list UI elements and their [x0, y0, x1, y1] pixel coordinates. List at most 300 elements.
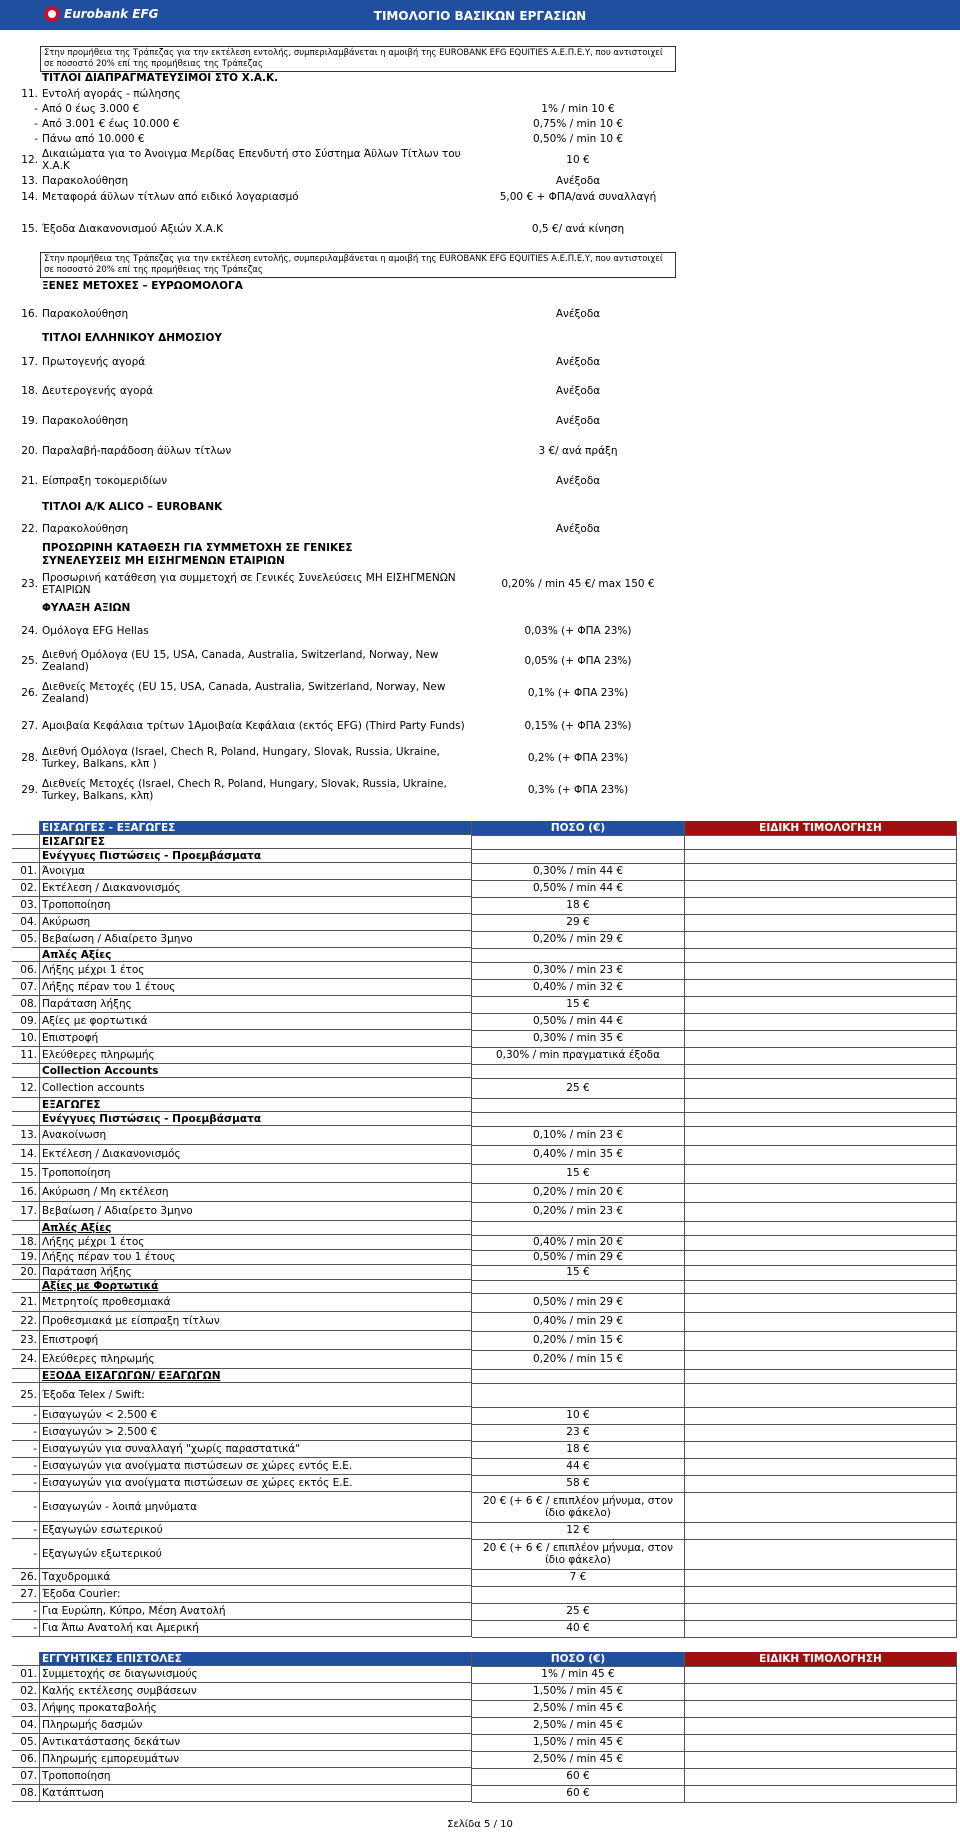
row-value: 0,40% / min 35 € — [472, 1145, 685, 1165]
row-number: 04. — [12, 1717, 40, 1734]
special-pricing-cell — [685, 1064, 957, 1079]
row-number: 24. — [12, 1350, 40, 1369]
row-description: Λήψης προκαταβολής — [40, 1700, 472, 1717]
row-number: 15. — [21, 223, 38, 235]
row-description: Λήξης πέραν του 1 έτους — [40, 1250, 472, 1265]
table-row — [12, 1250, 957, 1265]
row-number: 12. — [12, 1078, 40, 1098]
row-value: 20 € (+ 6 € / επιπλέον μήνυμα, στον ίδιο φάκελο) — [472, 1492, 685, 1523]
row-description: Τροποποίηση — [40, 897, 472, 914]
row-description: Ταχυδρομικά — [40, 1569, 472, 1586]
row-description: Εξαγωγών εσωτερικού — [40, 1522, 472, 1539]
special-pricing-cell — [685, 1145, 957, 1165]
row-value: 0,03% (+ ΦΠΑ 23%) — [524, 625, 632, 637]
row-description: Για Άπω Ανατολή και Αμερική — [40, 1620, 472, 1637]
table-subheader — [12, 1221, 957, 1235]
row-number: 02. — [12, 880, 40, 897]
row-value: 40 € — [472, 1620, 685, 1638]
special-pricing-cell — [685, 1539, 957, 1570]
fee-row — [12, 570, 957, 598]
table-subheader — [12, 1369, 957, 1383]
row-description: Εισαγωγών για ανοίγματα πιστώσεων σε χώρες εντός Ε.Ε. — [40, 1458, 472, 1475]
row-number: 04. — [12, 914, 40, 931]
table-row — [12, 1768, 957, 1785]
row-description: Αμοιβαία Κεφάλαια τρίτων 1Αμοιβαία Κεφάλαια (εκτός EFG) (Third Party Funds) — [42, 720, 465, 732]
table-row — [12, 1603, 957, 1620]
row-value: 0,20% / min 45 €/ max 150 € — [501, 578, 655, 590]
row-number: 16. — [12, 1183, 40, 1202]
row-value — [472, 1098, 685, 1113]
row-value: 0,50% / min 29 € — [472, 1293, 685, 1313]
fee-row — [12, 101, 957, 117]
special-pricing-cell — [685, 849, 957, 864]
special-pricing-cell — [685, 835, 957, 850]
row-description: Αξίες με φορτωτικά — [40, 1013, 472, 1030]
special-pricing-cell — [685, 1586, 957, 1604]
table-subheader — [12, 1098, 957, 1112]
row-value: Ανέξοδα — [555, 356, 601, 368]
table-subheader — [12, 849, 957, 863]
row-number: 17. — [21, 356, 38, 368]
row-number: 28. — [21, 752, 38, 764]
row-value: 0,20% / min 23 € — [472, 1202, 685, 1222]
special-pricing-cell — [685, 1734, 957, 1752]
row-value: 25 € — [472, 1078, 685, 1099]
table-row — [12, 1350, 957, 1369]
row-description: Εισαγωγών < 2.500 € — [40, 1407, 472, 1424]
special-pricing-cell: ΕΙΔΙΚΗ ΤΙΜΟΛΟΓΗΣΗ — [685, 821, 957, 836]
row-number — [12, 948, 40, 962]
row-value: 10 € — [566, 154, 590, 166]
row-number: 20. — [21, 445, 38, 457]
table-subheader — [12, 1279, 957, 1293]
table-row — [12, 1717, 957, 1734]
row-value: 10 € — [472, 1407, 685, 1425]
row-value: 0,30% / min 35 € — [472, 1030, 685, 1048]
row-number: - — [12, 1620, 40, 1637]
fee-row — [12, 131, 957, 147]
table-row — [12, 1145, 957, 1164]
row-description: Καλής εκτέλεσης συμβάσεων — [40, 1683, 472, 1700]
row-description: Απλές Αξίες — [40, 1221, 472, 1235]
special-pricing-cell — [685, 1620, 957, 1638]
row-number — [12, 1221, 40, 1235]
fee-row — [12, 744, 957, 772]
table-subheader — [12, 1064, 957, 1078]
special-pricing-cell — [685, 1030, 957, 1048]
row-description: Παραλαβή-παράδοση άϋλων τίτλων — [42, 445, 232, 457]
row-number: 11. — [21, 88, 38, 100]
row-value: 0,20% / min 15 € — [472, 1331, 685, 1351]
row-description: Άνοιγμα — [40, 863, 472, 880]
table-row — [12, 1458, 957, 1475]
row-number: 18. — [12, 1235, 40, 1250]
special-pricing-cell — [685, 1013, 957, 1031]
special-pricing-cell — [685, 1235, 957, 1251]
row-number: 21. — [21, 475, 38, 487]
table-row — [12, 1475, 957, 1492]
row-value — [472, 1112, 685, 1127]
row-value: 1% / min 10 € — [541, 103, 615, 115]
section-header-guarantees — [12, 1652, 957, 1666]
row-description: ΕΓΓΥΗΤΙΚΕΣ ΕΠΙΣΤΟΛΕΣ — [40, 1652, 472, 1666]
row-description: Πρωτογενής αγορά — [42, 356, 146, 368]
row-value: 0,20% / min 29 € — [472, 931, 685, 949]
row-description: Παρακολούθηση — [42, 415, 129, 427]
fee-row — [12, 116, 957, 132]
row-description: Παράταση λήξης — [40, 996, 472, 1013]
row-value — [472, 1064, 685, 1079]
page-header — [0, 0, 960, 30]
row-number: 23. — [12, 1331, 40, 1350]
row-description: Δικαιώματα για το Άνοιγμα Μερίδας Επενδυτή στο Σύστημα Άϋλων Τίτλων του Χ.Α.Κ — [42, 148, 461, 172]
row-value: 2,50% / min 45 € — [472, 1717, 685, 1735]
row-description: Τροποποίηση — [40, 1164, 472, 1183]
row-number: 13. — [12, 1126, 40, 1145]
row-number: 23. — [21, 578, 38, 590]
row-description: Εντολή αγοράς - πώλησης — [42, 88, 181, 100]
row-description: Λήξης μέχρι 1 έτος — [40, 962, 472, 979]
table-row — [12, 914, 957, 931]
row-number: 26. — [21, 687, 38, 699]
row-description: ΕΞΟΔΑ ΕΙΣΑΓΩΓΩΝ/ ΕΞΑΓΩΓΩΝ — [40, 1369, 472, 1383]
row-description: Πληρωμής δασμών — [40, 1717, 472, 1734]
row-description: Παράταση λήξης — [40, 1265, 472, 1280]
row-value: 58 € — [472, 1475, 685, 1493]
special-pricing-cell — [685, 1492, 957, 1523]
row-description: Λήξης μέχρι 1 έτος — [40, 1235, 472, 1250]
row-value — [472, 1279, 685, 1294]
special-pricing-cell — [685, 1078, 957, 1099]
row-value: Ανέξοδα — [555, 308, 601, 320]
special-pricing-cell — [685, 1458, 957, 1476]
row-description: Έξοδα Courier: — [40, 1586, 472, 1603]
table-row — [12, 1569, 957, 1586]
fee-row — [12, 147, 957, 173]
row-value: 0,20% / min 15 € — [472, 1350, 685, 1370]
row-value: 0,3% (+ ΦΠΑ 23%) — [527, 784, 629, 796]
table-row — [12, 1492, 957, 1522]
special-pricing-cell — [685, 1424, 957, 1442]
row-number — [12, 1098, 40, 1112]
section-title: ΤΙΤΛΟΙ ΔΙΑΠΡΑΓΜΑΤΕΥΣΙΜΟΙ ΣΤΟ Χ.Α.Κ. — [42, 72, 279, 84]
row-number: 03. — [12, 1700, 40, 1717]
special-pricing-cell — [685, 931, 957, 949]
row-number: 11. — [12, 1047, 40, 1064]
row-description: Εισαγωγών για ανοίγματα πιστώσεων σε χώρες εκτός Ε.Ε. — [40, 1475, 472, 1492]
row-description: Πληρωμής εμπορευμάτων — [40, 1751, 472, 1768]
table-row — [12, 1586, 957, 1603]
row-number — [12, 1064, 40, 1078]
row-value: 20 € (+ 6 € / επιπλέον μήνυμα, στον ίδιο φάκελο) — [472, 1539, 685, 1570]
row-number: - — [34, 133, 38, 145]
row-number — [12, 1112, 40, 1126]
table-row — [12, 1441, 957, 1458]
row-description: Εκτέλεση / Διακανονισμός — [40, 880, 472, 897]
row-description: Εκτέλεση / Διακανονισμός — [40, 1145, 472, 1164]
special-pricing-cell — [685, 863, 957, 881]
row-number: 19. — [21, 415, 38, 427]
row-description: Μεταφορά άϋλων τίτλων από ειδικό λογαριασμό — [42, 191, 299, 203]
fee-row — [12, 413, 957, 429]
row-value: 0,30% / min 44 € — [472, 863, 685, 881]
row-number: 21. — [12, 1293, 40, 1312]
row-value: ΠΟΣΟ (€) — [472, 1652, 685, 1667]
row-number: 07. — [12, 1768, 40, 1785]
table-row — [12, 1539, 957, 1569]
row-value: 7 € — [472, 1569, 685, 1587]
fee-row — [12, 306, 957, 322]
page-title: ΤΙΜΟΛΟΓΙΟ ΒΑΣΙΚΩΝ ΕΡΓΑΣΙΩΝ — [373, 9, 587, 23]
fee-row — [12, 712, 957, 740]
row-value: 0,40% / min 20 € — [472, 1235, 685, 1251]
row-number: - — [12, 1522, 40, 1539]
row-description: Διεθνή Ομόλογα (EU 15, USA, Canada, Australia, Switzerland, Norway, New Zealand) — [42, 649, 439, 673]
special-pricing-cell — [685, 1250, 957, 1266]
row-value: 0,05% (+ ΦΠΑ 23%) — [524, 655, 632, 667]
row-value: 0,50% / min 44 € — [472, 1013, 685, 1031]
row-value: 23 € — [472, 1424, 685, 1442]
row-value: 18 € — [472, 1441, 685, 1459]
row-description: ΕΞΑΓΩΓΕΣ — [40, 1098, 472, 1112]
row-number: 22. — [21, 523, 38, 535]
row-description: Ενέγγυες Πιστώσεις - Προεμβάσματα — [40, 849, 472, 863]
section-title: ΤΙΤΛΟΙ ΕΛΛΗΝΙΚΟΥ ΔΗΜΟΣΙΟΥ — [42, 332, 222, 344]
table-row — [12, 1183, 957, 1202]
row-number: - — [12, 1424, 40, 1441]
section-title: ΠΡΟΣΩΡΙΝΗ ΚΑΤΑΘΕΣΗ ΓΙΑ ΣΥΜΜΕΤΟΧΗ ΣΕ ΓΕΝΙΚΕΣ ΣΥΝΕΛΕΥΣΕΙΣ ΜΗ ΕΙΣΗΓΜΕΝΩΝ ΕΤΑΙΡΙΩΝ — [42, 542, 353, 567]
table-subheader — [12, 835, 957, 849]
row-description: Βεβαίωση / Αδιαίρετο 3μηνο — [40, 931, 472, 948]
row-number: - — [12, 1441, 40, 1458]
table-row — [12, 1312, 957, 1331]
row-description: Μετρητοίς προθεσμιακά — [40, 1293, 472, 1312]
special-pricing-cell — [685, 1369, 957, 1384]
row-value: 0,30% / min 23 € — [472, 962, 685, 980]
table-row — [12, 1683, 957, 1700]
row-description: Κατάπτωση — [40, 1785, 472, 1802]
row-number: - — [12, 1603, 40, 1620]
table-row — [12, 931, 957, 948]
row-number — [12, 1369, 40, 1383]
row-description: Ομόλογα EFG Hellas — [42, 625, 149, 637]
row-number: 03. — [12, 897, 40, 914]
row-value — [472, 1369, 685, 1384]
special-pricing-cell — [685, 1751, 957, 1769]
row-value: 25 € — [472, 1603, 685, 1621]
row-number: - — [12, 1458, 40, 1475]
section-title: ΦΥΛΑΞΗ ΑΞΙΩΝ — [42, 602, 131, 614]
row-number: 06. — [12, 962, 40, 979]
row-description: Έξοδα Διακανονισμού Αξιών Χ.Α.Κ — [42, 223, 223, 235]
row-description: Εισαγωγών για συναλλαγή "χωρίς παραστατικά" — [40, 1441, 472, 1458]
row-value — [472, 849, 685, 864]
row-value: 3 €/ ανά πράξη — [538, 445, 618, 457]
row-number: 22. — [12, 1312, 40, 1331]
row-value: 2,50% / min 45 € — [472, 1700, 685, 1718]
row-description: Διεθνείς Μετοχές (Israel, Chech R, Poland, Hungary, Slovak, Russia, Ukraine, Turkey, Balkans, κλπ) — [42, 778, 447, 802]
special-pricing-cell — [685, 914, 957, 932]
row-value: 5,00 € + ΦΠΑ/ανά συναλλαγή — [499, 191, 657, 203]
note-equities: Στην προμήθεια της Τράπεζας για την εκτέλεση εντολής, συμπεριλαμβάνεται η αμοιβή της EUROBANK EFG EQUITIES Α.Ε.Π.Ε.Υ, που αντιστοιχεί σε ποσοστό 20% επί της προμήθειας της Τράπεζας — [40, 46, 676, 72]
row-value: 44 € — [472, 1458, 685, 1476]
row-value: 0,10% / min 23 € — [472, 1126, 685, 1146]
row-value: 0,75% / min 10 € — [532, 118, 624, 130]
section-header-imports-exports — [12, 821, 957, 835]
fee-row — [12, 221, 957, 237]
row-value: 60 € — [472, 1768, 685, 1786]
special-pricing-cell — [685, 1112, 957, 1127]
row-number: 18. — [21, 385, 38, 397]
row-value: ΠΟΣΟ (€) — [472, 821, 685, 836]
row-description: Ακύρωση — [40, 914, 472, 931]
row-value: 0,1% (+ ΦΠΑ 23%) — [527, 687, 629, 699]
special-pricing-cell — [685, 1666, 957, 1684]
table-subheader — [12, 1112, 957, 1126]
row-value — [472, 1586, 685, 1604]
row-description: Από 3.001 € έως 10.000 € — [42, 118, 180, 130]
row-value: 1% / min 45 € — [472, 1666, 685, 1684]
fee-row — [12, 679, 957, 707]
row-description: Προθεσμιακά με είσπραξη τίτλων — [40, 1312, 472, 1331]
special-pricing-cell — [685, 1331, 957, 1351]
row-description: Για Ευρώπη, Κύπρο, Μέση Ανατολή — [40, 1603, 472, 1620]
row-number: 12. — [21, 154, 38, 166]
fee-row — [12, 623, 957, 639]
row-description: Είσπραξη τοκομεριδίων — [42, 475, 168, 487]
section-title: ΞΕΝΕΣ ΜΕΤΟΧΕΣ – ΕΥΡΩΟΜΟΛΟΓΑ — [42, 280, 243, 292]
row-value: Ανέξοδα — [555, 385, 601, 397]
table-row — [12, 1293, 957, 1312]
special-pricing-cell — [685, 1312, 957, 1332]
row-description: Ενέγγυες Πιστώσεις - Προεμβάσματα — [40, 1112, 472, 1126]
special-pricing-cell — [685, 1183, 957, 1203]
special-pricing-cell: ΕΙΔΙΚΗ ΤΙΜΟΛΟΓΗΣΗ — [685, 1652, 957, 1667]
table-subheader — [12, 948, 957, 962]
special-pricing-cell — [685, 1279, 957, 1294]
fee-row — [12, 86, 957, 102]
row-description: Προσωρινή κατάθεση για συμμετοχή σε Γενικές Συνελεύσεις ΜΗ ΕΙΣΗΓΜΕΝΩΝ ΕΤΑΙΡΙΩΝ — [42, 572, 456, 596]
row-number: - — [12, 1539, 40, 1569]
fee-row — [12, 173, 957, 189]
row-description: Τροποποίηση — [40, 1768, 472, 1785]
table-row — [12, 1785, 957, 1802]
row-number: 27. — [12, 1586, 40, 1603]
row-number: 13. — [21, 175, 38, 187]
special-pricing-cell — [685, 1047, 957, 1065]
row-value: 29 € — [472, 914, 685, 932]
row-number — [12, 1652, 40, 1666]
row-description: Διεθνείς Μετοχές (EU 15, USA, Canada, Australia, Switzerland, Norway, New Zealand) — [42, 681, 446, 705]
row-value: 15 € — [472, 996, 685, 1014]
row-number — [12, 821, 40, 835]
row-number: 17. — [12, 1202, 40, 1221]
table-row — [12, 1620, 957, 1637]
row-number: 27. — [21, 720, 38, 732]
fee-row — [12, 473, 957, 489]
row-description: Διεθνή Ομόλογα (Israel, Chech R, Poland, Hungary, Slovak, Russia, Ukraine, Turkey, Balkans, κλπ ) — [42, 746, 440, 770]
row-description: Παρακολούθηση — [42, 523, 129, 535]
row-number: 08. — [12, 1785, 40, 1802]
row-value: 18 € — [472, 897, 685, 915]
row-value: 1,50% / min 45 € — [472, 1683, 685, 1701]
table-row — [12, 979, 957, 996]
table-row — [12, 1078, 957, 1098]
row-number: 26. — [12, 1569, 40, 1586]
row-number: 25. — [21, 655, 38, 667]
row-description: Λήξης πέραν του 1 έτους — [40, 979, 472, 996]
row-value: 1,50% / min 45 € — [472, 1734, 685, 1752]
row-number: 15. — [12, 1164, 40, 1183]
row-number: 24. — [21, 625, 38, 637]
row-number: 10. — [12, 1030, 40, 1047]
row-number: 16. — [21, 308, 38, 320]
row-number: - — [12, 1407, 40, 1424]
row-description: Ελεύθερες πληρωμής — [40, 1047, 472, 1064]
row-number — [12, 835, 40, 849]
row-number: 08. — [12, 996, 40, 1013]
row-description: Εισαγωγών - λοιπά μηνύματα — [40, 1492, 472, 1522]
special-pricing-cell — [685, 1350, 957, 1370]
special-pricing-cell — [685, 1407, 957, 1425]
row-description: Δευτερογενής αγορά — [42, 385, 154, 397]
special-pricing-cell — [685, 1293, 957, 1313]
table-row — [12, 1235, 957, 1250]
row-number: 01. — [12, 863, 40, 880]
table-row — [12, 1666, 957, 1683]
table-row — [12, 1407, 957, 1424]
fee-row — [12, 189, 957, 205]
fee-row — [12, 354, 957, 370]
row-description: Ελεύθερες πληρωμής — [40, 1350, 472, 1369]
row-value: Ανέξοδα — [555, 523, 601, 535]
fee-row — [12, 776, 957, 804]
row-number: 14. — [21, 191, 38, 203]
table-row — [12, 1202, 957, 1221]
row-number: 01. — [12, 1666, 40, 1683]
row-value: 15 € — [472, 1265, 685, 1281]
row-value: 0,40% / min 32 € — [472, 979, 685, 997]
row-value: 0,30% / min πραγματικά έξοδα — [472, 1047, 685, 1065]
table-row — [12, 962, 957, 979]
table-row — [12, 1331, 957, 1350]
row-number: 05. — [12, 931, 40, 948]
row-description: Βεβαίωση / Αδιαίρετο 3μηνο — [40, 1202, 472, 1221]
row-number — [12, 849, 40, 863]
section-title: ΤΙΤΛΟΙ Α/Κ ALICO – EUROBANK — [42, 501, 223, 513]
row-number: - — [34, 103, 38, 115]
special-pricing-cell — [685, 962, 957, 980]
special-pricing-cell — [685, 979, 957, 997]
special-pricing-cell — [685, 1603, 957, 1621]
special-pricing-cell — [685, 1700, 957, 1718]
row-value — [472, 835, 685, 850]
row-value: Ανέξοδα — [555, 475, 601, 487]
table-row — [12, 897, 957, 914]
row-value: 60 € — [472, 1785, 685, 1803]
row-number: 07. — [12, 979, 40, 996]
table-row — [12, 1030, 957, 1047]
row-value — [472, 1383, 685, 1408]
row-description: Από 0 έως 3.000 € — [42, 103, 140, 115]
row-number: 09. — [12, 1013, 40, 1030]
row-description: ΕΙΣΑΓΩΓΕΣ — [40, 835, 472, 849]
table-row — [12, 1700, 957, 1717]
row-number: 14. — [12, 1145, 40, 1164]
row-number — [12, 1279, 40, 1293]
table-row — [12, 1734, 957, 1751]
row-number: 19. — [12, 1250, 40, 1265]
